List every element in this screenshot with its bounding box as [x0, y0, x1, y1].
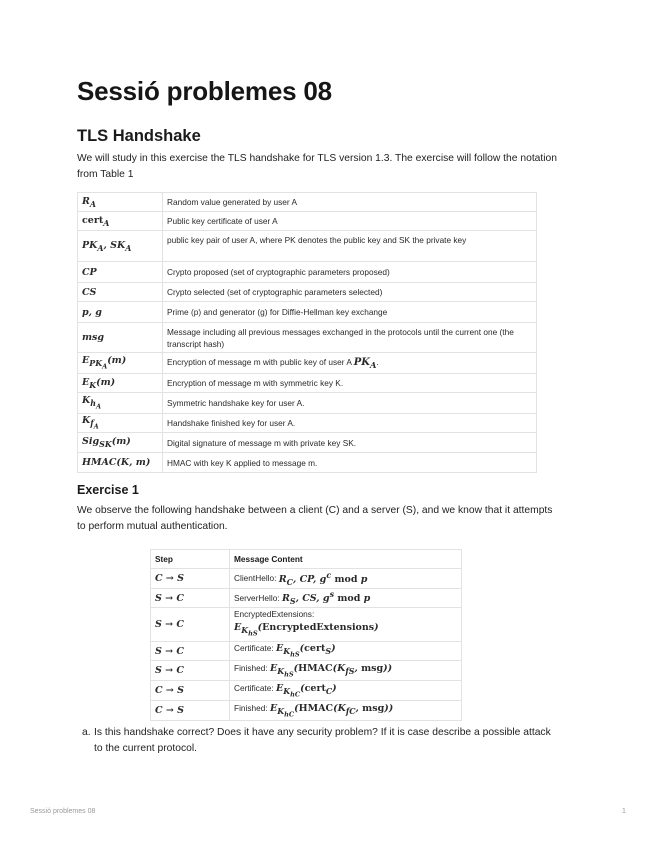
- handshake-row: [151, 681, 462, 701]
- notation-symbol: $K_{f_A}$: [78, 414, 163, 433]
- page-title: Sessió problemes 08: [77, 76, 332, 106]
- handshake-table: [150, 549, 462, 721]
- step-cell: S → C: [151, 661, 230, 681]
- content-column-header: Message Content: [230, 550, 462, 569]
- notation-description: Random value generated by user A: [163, 193, 537, 212]
- message-cell: ClientHello: $R_C$, CP, $g^c$ mod p: [230, 569, 462, 589]
- notation-symbol: $K_{h_A}$: [78, 393, 163, 414]
- notation-symbol: cert$_A$: [78, 212, 163, 231]
- message-cell: ServerHello: $R_S$, CS, $g^s$ mod p: [230, 589, 462, 608]
- notation-symbol: Sig$_{SK}$(m): [78, 433, 163, 453]
- tls-intro-paragraph: We will study in this exercise the TLS handshake for TLS version 1.3. The exercise will follow the notation from Table 1: [77, 153, 558, 180]
- question-a: [82, 725, 552, 757]
- message-cell: EncryptedExtensions: $E_{K_{hS}}(EncryptedExtensions)$: [230, 608, 462, 642]
- notation-description: Message including all previous messages exchanged in the protocols until the current one (the transcript hash): [163, 323, 537, 353]
- notation-symbol: $PK_A$, $SK_A$: [78, 231, 163, 262]
- handshake-row: [151, 642, 462, 661]
- step-cell: S → C: [151, 589, 230, 608]
- notation-row: [78, 283, 537, 302]
- step-cell: C → S: [151, 569, 230, 589]
- section-heading-tls: TLS Handshake: [77, 127, 201, 145]
- notation-table: [77, 192, 537, 473]
- step-cell: S → C: [151, 642, 230, 661]
- message-cell: Certificate: $E_{K_{hS}}(cert_S)$: [230, 642, 462, 661]
- notation-description: Encryption of message m with public key of user A $PK_A$.: [163, 353, 537, 374]
- notation-description: HMAC with key K applied to message m.: [163, 453, 537, 473]
- handshake-row: [151, 608, 462, 642]
- notation-symbol: CS: [78, 283, 163, 302]
- step-column-header: Step: [151, 550, 230, 569]
- exercise-1-intro: We observe the following handshake between a client (C) and a server (S), and we know that it attempts to perform mutual authentication.: [77, 505, 553, 532]
- notation-symbol: $E_{PK_A}(m)$: [78, 353, 163, 374]
- notation-row: [78, 212, 537, 231]
- handshake-row: [151, 661, 462, 681]
- notation-symbol: p, g: [78, 302, 163, 323]
- footer-page-number: 1: [622, 808, 626, 815]
- handshake-row: [151, 589, 462, 608]
- notation-symbol: CP: [78, 262, 163, 283]
- notation-row: [78, 393, 537, 414]
- notation-row: [78, 231, 537, 262]
- notation-symbol: msg: [78, 323, 163, 353]
- handshake-row: [151, 569, 462, 589]
- notation-row: [78, 193, 537, 212]
- message-cell: Certificate: $E_{K_{hC}}(cert_C)$: [230, 681, 462, 701]
- message-cell: Finished: $E_{K_{hC}}(HMAC(K_{fC}$, msg)): [230, 701, 462, 721]
- handshake-row: [151, 701, 462, 721]
- notation-row: [78, 353, 537, 374]
- notation-description: Crypto proposed (set of cryptographic parameters proposed): [163, 262, 537, 283]
- notation-description: public key pair of user A, where PK denotes the public key and SK the private key: [163, 231, 537, 262]
- question-text: Is this handshake correct? Does it have any security problem? If it is case describe a possible attack to the current protocol.: [94, 727, 551, 754]
- notation-description: Digital signature of message m with private key SK.: [163, 433, 537, 453]
- notation-description: Crypto selected (set of cryptographic parameters selected): [163, 283, 537, 302]
- notation-row: [78, 262, 537, 283]
- exercise-1-heading: Exercise 1: [77, 483, 139, 497]
- notation-row: [78, 433, 537, 453]
- question-label: a.: [82, 727, 91, 738]
- notation-row: [78, 374, 537, 393]
- step-cell: S → C: [151, 608, 230, 642]
- handshake-header-row: [151, 550, 462, 569]
- notation-row: [78, 414, 537, 433]
- notation-symbol: $R_A$: [78, 193, 163, 212]
- notation-row: [78, 453, 537, 473]
- notation-description: Encryption of message m with symmetric key K.: [163, 374, 537, 393]
- notation-description: Prime (p) and generator (g) for Diffie-Hellman key exchange: [163, 302, 537, 323]
- notation-description: Public key certificate of user A: [163, 212, 537, 231]
- notation-symbol: $E_K(m)$: [78, 374, 163, 393]
- notation-description: Handshake finished key for user A.: [163, 414, 537, 433]
- footer-document-title: Sessió problemes 08: [30, 808, 96, 815]
- notation-description: Symmetric handshake key for user A.: [163, 393, 537, 414]
- step-cell: C → S: [151, 701, 230, 721]
- message-cell: Finished: $E_{K_{hS}}(HMAC(K_{fS}$, msg)): [230, 661, 462, 681]
- step-cell: C → S: [151, 681, 230, 701]
- notation-row: [78, 323, 537, 353]
- notation-symbol: HMAC(K, m): [78, 453, 163, 473]
- notation-row: [78, 302, 537, 323]
